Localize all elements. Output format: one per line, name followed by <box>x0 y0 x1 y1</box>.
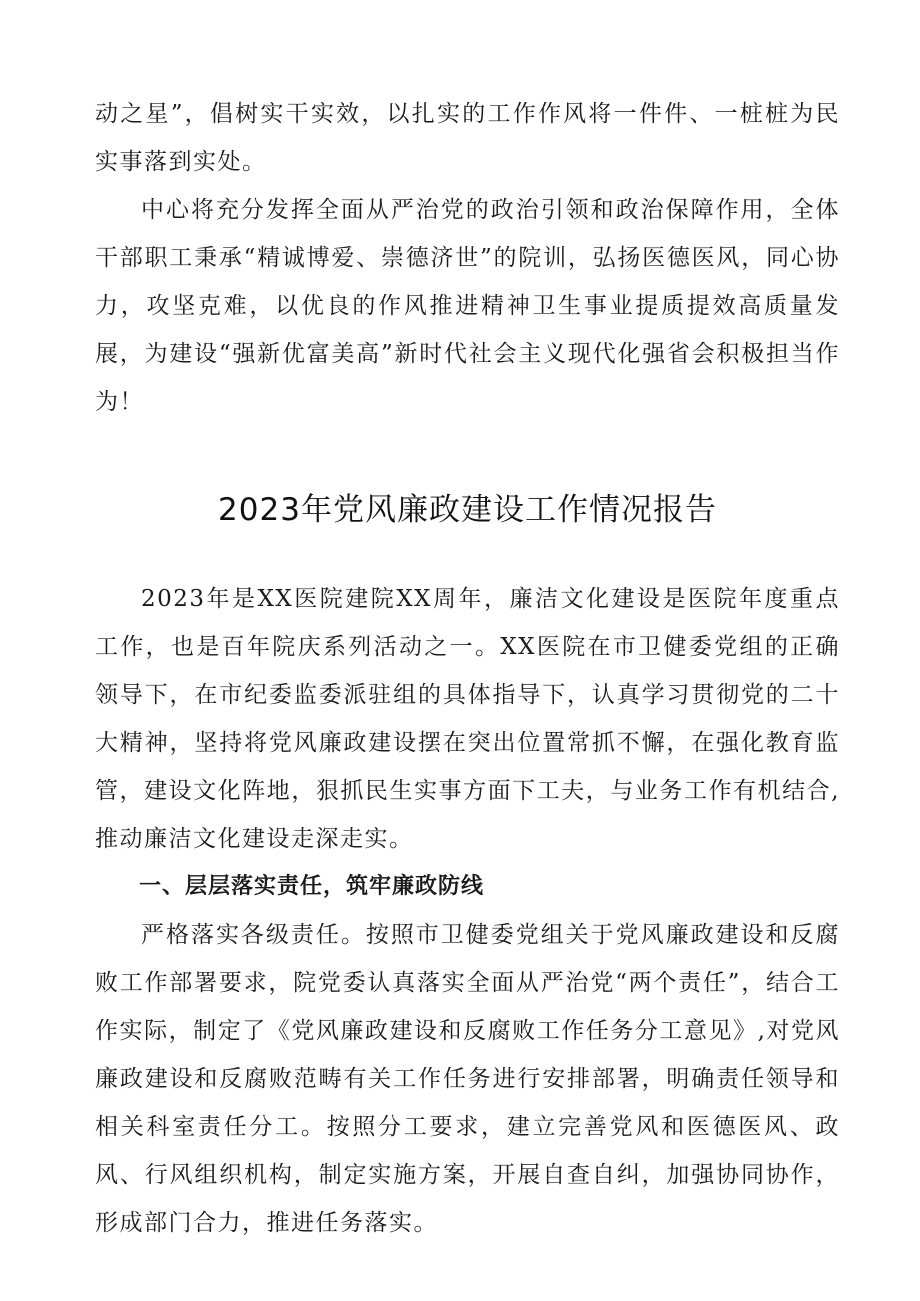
section-heading-1: 一、层层落实责任，筑牢廉政防线 <box>139 874 485 899</box>
intro-paragraph-continued: 动之星”，倡树实干实效，以扎实的工作作风将一件件、一桩桩为民实事落到实处。 <box>95 101 840 175</box>
report-title: 2023年党风廉政建设工作情况报告 <box>218 492 717 528</box>
section-1-paragraph: 严格落实各级责任。按照市卫健委党组关于党风廉政建设和反腐败工作部署要求，院党委认真落实全面从严治党“两个责任”，结合工作实际，制定了《党风廉政建设和反腐败工作任务分工意见》,对党风廉政建设和反腐败范畴有关工作任务进行安排部署，明确责任领导和相关科室责任分工。按照分工要求，建立完善党风和医德医风、政风、行风组织机构，制定实施方案，开展自查自纠，加强协同协作，形成部门合力，推进任务落实。 <box>95 922 840 1236</box>
intro-paragraph-closing: 中心将充分发挥全面从严治党的政治引领和政治保障作用，全体干部职工秉承“精诚博爱、崇德济世”的院训，弘扬医德医风，同心协力，攻坚克难，以优良的作风推进精神卫生事业提质提效高质量发展，为建设“强新优富美高”新时代社会主义现代化强省会积极担当作为！ <box>95 197 840 415</box>
body-paragraph-overview: 2023年是XX医院建院XX周年，廉洁文化建设是医院年度重点工作，也是百年院庆系列活动之一。XX医院在市卫健委党组的正确领导下，在市纪委监委派驻组的具体指导下，认真学习贯彻党的二十大精神，坚持将党风廉政建设摆在突出位置常抓不懈，在强化教育监管，建设文化阵地，狠抓民生实事方面下工夫，与业务工作有机结合,推动廉洁文化建设走深走实。 <box>95 586 840 852</box>
